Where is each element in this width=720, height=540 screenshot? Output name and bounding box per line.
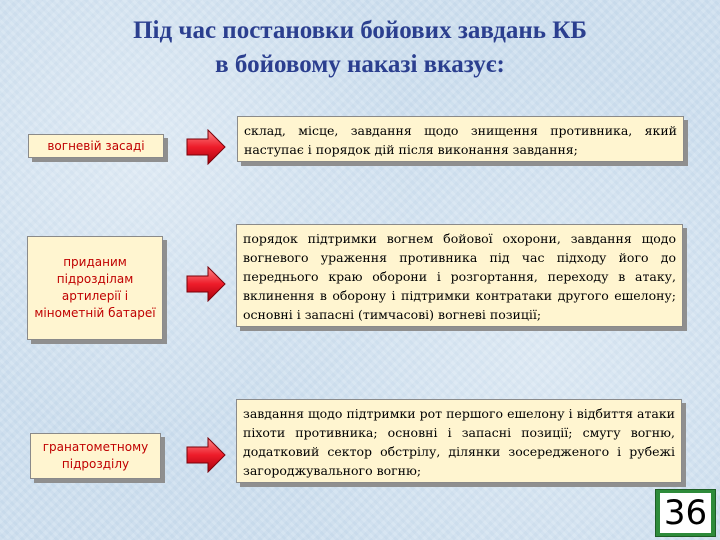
slide-number-badge: [655, 489, 716, 537]
description-box-artillery-units: [236, 224, 683, 327]
description-text: завдання щодо підтримки рот першого ешелону і відбиття атаки піхоти противника; основні і запасні позиції; смугу вогню, додатковий сектор обстрілу, ділянки зосередженого і рубежі загороджувального вогню;: [243, 406, 675, 478]
description-box-fire-ambush: [237, 116, 684, 162]
label-box-grenade-launcher-unit: [30, 433, 161, 479]
description-text: склад, місце, завдання щодо знищення противника, який наступає і порядок дій після виконання завдання;: [244, 123, 677, 157]
description-box-grenade-launcher-unit: [236, 399, 682, 483]
label-text: вогневій засаді: [47, 138, 145, 153]
slide-title: [60, 14, 660, 82]
arrow-right-icon: [186, 437, 226, 473]
slide-number: 36: [660, 493, 711, 533]
slide-title-line-1: Під час постановки бойових завдань КБ: [133, 17, 587, 44]
arrow-right-icon: [186, 266, 226, 302]
label-box-fire-ambush: [28, 134, 164, 158]
slide-title-line-2: в бойовому наказі вказує:: [215, 51, 505, 78]
label-text: гранатометному підрозділу: [42, 440, 149, 471]
arrow-right-icon: [186, 129, 226, 165]
label-box-artillery-units: [27, 236, 163, 340]
label-text: приданим підрозділам артилерії і мінометній батареї: [34, 255, 156, 320]
description-text: порядок підтримки вогнем бойової охорони, завдання щодо вогневого ураження противника під час підходу його до переднього краю оборони і розгортання, переходу в атаку, вклинення в оборону і підтримки контратаки другого ешелону; основні і запасні (тимчасові) вогневі позиції;: [243, 231, 676, 322]
